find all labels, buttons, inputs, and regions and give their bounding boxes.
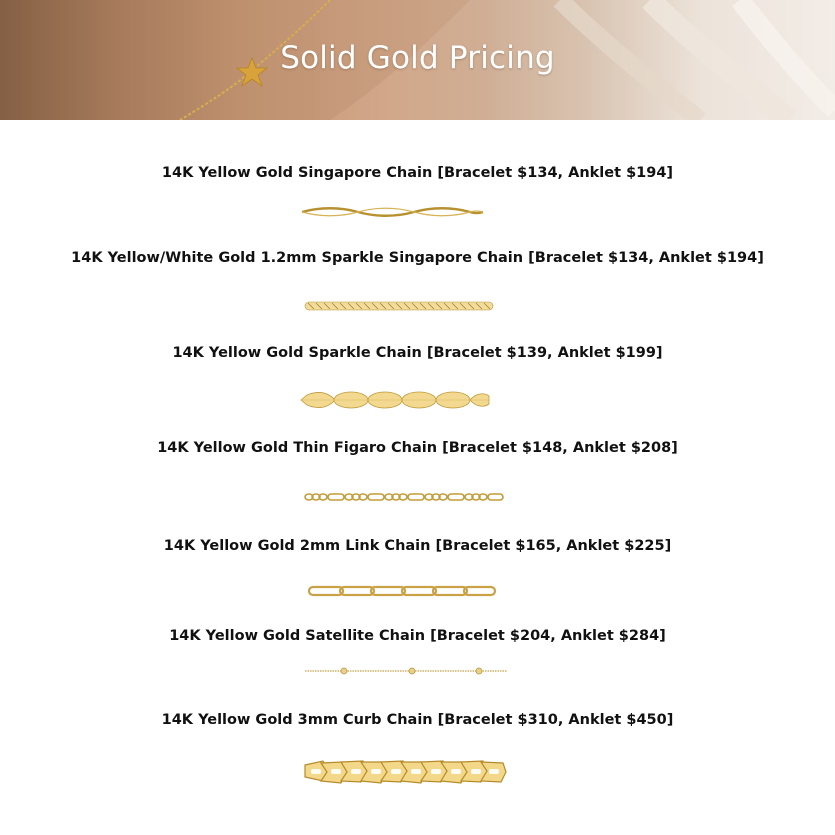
satellite-chain-image [304,665,508,677]
sparkle-chain-image [299,389,491,411]
product-title-figaro-chain: 14K Yellow Gold Thin Figaro Chain [Bracelet $148, Anklet $208] [157,440,678,456]
product-title-singapore-chain: 14K Yellow Gold Singapore Chain [Bracelet $134, Anklet $194] [161,165,674,181]
link-chain-image [307,583,497,599]
product-title-sparkle-chain: 14K Yellow Gold Sparkle Chain [Bracelet $139, Anklet $199] [172,345,663,361]
singapore-chain-image [300,205,485,219]
product-title-curb-chain: 14K Yellow Gold 3mm Curb Chain [Bracelet $310, Anklet $450] [161,712,674,728]
hero-banner [0,0,835,120]
figaro-chain-image [303,490,505,504]
page-title: Solid Gold Pricing [280,40,555,76]
product-title-sparkle-singapore-chain: 14K Yellow/White Gold 1.2mm Sparkle Singapore Chain [Bracelet $134, Anklet $194] [71,250,764,266]
sparkle-singapore-chain-image [304,298,494,314]
product-title-link-chain: 14K Yellow Gold 2mm Link Chain [Bracelet $165, Anklet $225] [163,538,672,554]
product-title-satellite-chain: 14K Yellow Gold Satellite Chain [Bracelet $204, Anklet $284] [169,628,666,644]
curb-chain-image [303,757,508,787]
